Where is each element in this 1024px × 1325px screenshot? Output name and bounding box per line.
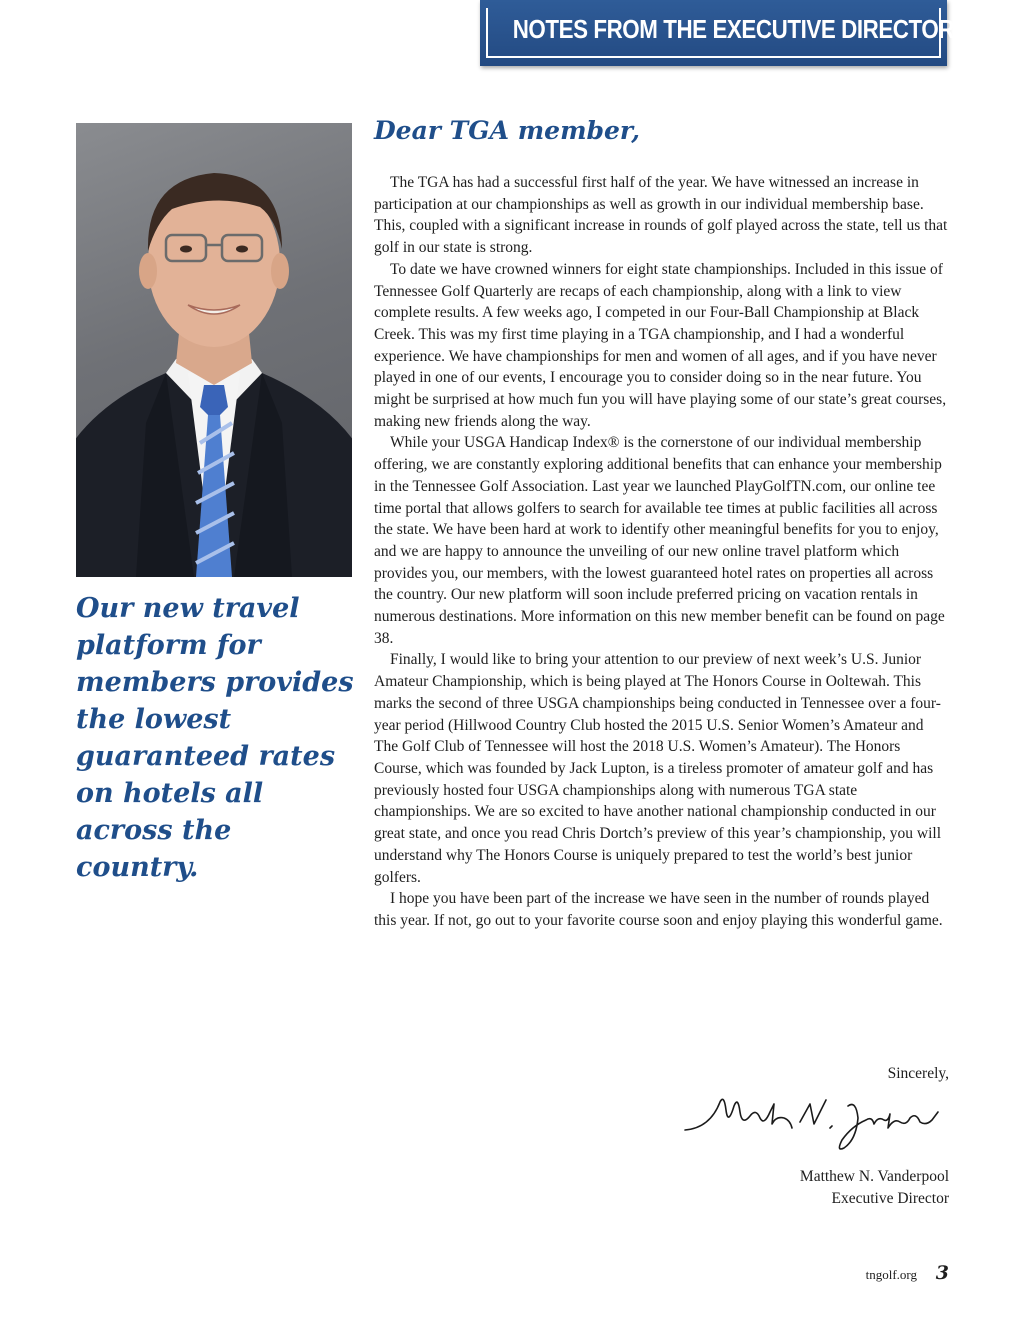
- letter-closing: Sincerely,: [887, 1065, 949, 1082]
- director-portrait: [76, 123, 352, 577]
- letter-paragraph: Finally, I would like to bring your attention to our preview of next week’s U.S. Junior Amateur Championship, which is being played at The Honors Course in Ooltewah. This marks the second of three USGA championships being conducted in Tennessee over a four-year period (Hillwood Country Club hosted the 2015 U.S. Senior Women’s Amateur and The Golf Club of Tennessee will host the 2018 U.S. Women’s Amateur). The Honors Course, which was founded by Jack Lupton, is a tireless promoter of amateur golf and has previously hosted four USGA championships along with numerous TGA state championships. We are so excited to have another national championship conducted in our great state, and once you read Chris Dortch’s preview of this year’s championship, you will understand why The Honors Course is uniquely prepared to test the world’s best junior golfers.: [374, 651, 942, 886]
- letter-paragraph: I hope you have been part of the increase we have seen in the number of rounds played this year. If not, go out to your favorite course soon and enjoy playing this wonderful game.: [374, 890, 943, 929]
- letter-paragraph: To date we have crowned winners for eight state championships. Included in this issue of Tennessee Golf Quarterly are recaps of each championship, along with a link to view complete results. A few weeks ago, I competed in our Four-Ball Championship at Black Creek. This was my first time playing in a TGA championship, and I had a wonderful experience. We have championships for men and women of all ages, and if you have never played in one of our events, I encourage you to consider doing so in the near future. You might be surprised at how much fun you will have playing some of our state’s great courses, making new friends along the way.: [374, 260, 947, 430]
- pull-quote: Our new travel platform for members provides the lowest guaranteed rates on hotels all across the country.: [76, 593, 354, 883]
- page-number: 3: [935, 1262, 949, 1284]
- section-banner: [480, 0, 955, 66]
- letter-paragraph: The TGA has had a successful first half of the year. We have witnessed an increase in participation at our championships as well as growth in our individual membership base. This, coupled with a significant increase in rounds of golf played across the state, tell us that golf in our state is strong.: [374, 174, 948, 257]
- footer-url: tngolf.org: [865, 1267, 917, 1282]
- letter-greeting: Dear TGA member,: [374, 116, 640, 145]
- portrait-illustration: [76, 123, 352, 577]
- letter-paragraph: While your USGA Handicap Index® is the cornerstone of our individual membership offering, we are constantly exploring additional benefits that can enhance your membership in the Tennessee Golf Association. Last year we launched PlayGolfTN.com, our online tee time portal that allows golfers to search for available tee times at public facilities all across the state. We have been hard at work to identify other meaningful benefits for you to enjoy, and we are happy to announce the unveiling of our new online travel platform which provides you, our members, with the lowest guaranteed hotel rates on properties all across the country. Our new platform will soon include preferred pricing on vacation rentals in numerous destinations. More information on this new member benefit can be found on page 38.: [374, 434, 945, 647]
- letter-body: [374, 172, 950, 932]
- signer-block: [800, 1166, 949, 1209]
- signer-title: Executive Director: [831, 1189, 949, 1207]
- signer-name: Matthew N. Vanderpool: [799, 1168, 949, 1185]
- handwritten-signature: [680, 1082, 945, 1152]
- section-title: NOTES FROM THE EXECUTIVE DIRECTOR: [512, 14, 955, 44]
